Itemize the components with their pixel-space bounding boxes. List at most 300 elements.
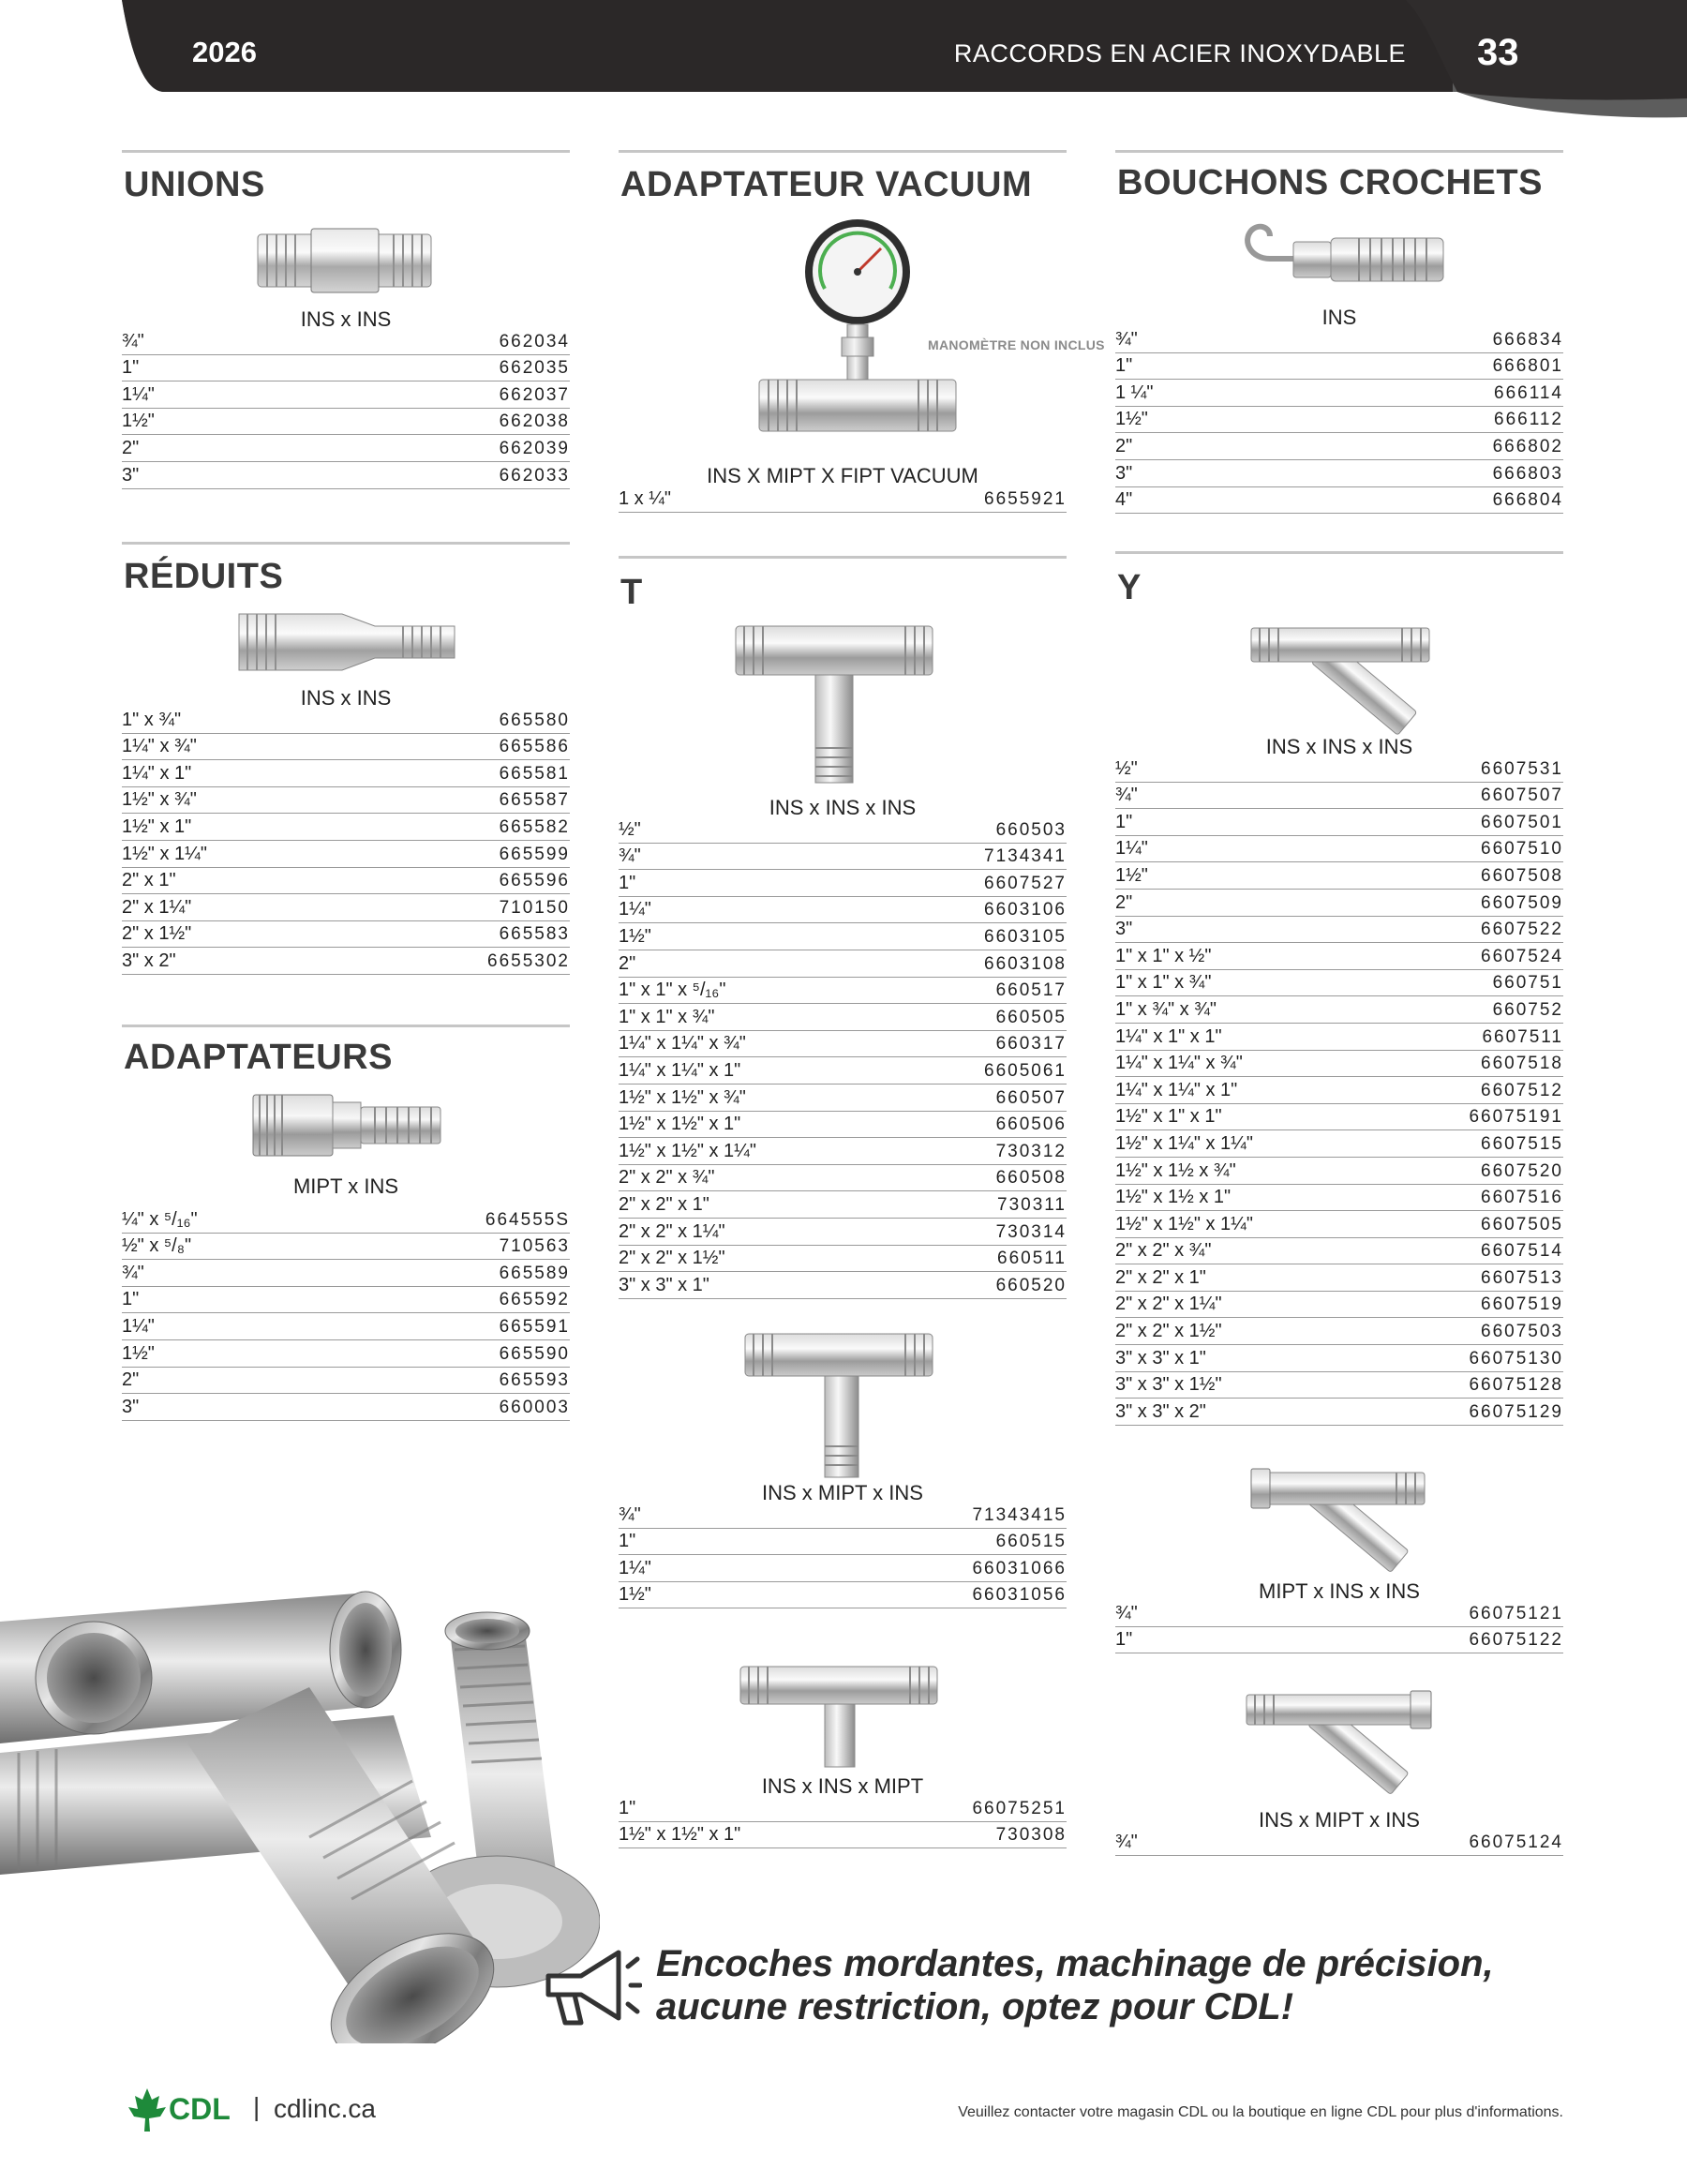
code-cell: 6607513	[1481, 1267, 1563, 1288]
table-row	[122, 355, 570, 382]
table-row	[619, 1138, 1067, 1165]
size-cell: 1"	[619, 1531, 636, 1552]
tee-ins-mipt-fitting-image	[736, 1662, 942, 1770]
table-row	[122, 1368, 570, 1395]
size-cell: ¾"	[122, 330, 144, 352]
table-row	[1115, 353, 1563, 381]
unions-title: UNIONS	[124, 165, 265, 204]
t-title: T	[620, 573, 643, 612]
code-cell: 6607514	[1481, 1241, 1563, 1262]
size-cell: 1½" x 1½" x ¾"	[619, 1086, 746, 1108]
table-row	[619, 978, 1067, 1005]
size-cell: ¾"	[1115, 785, 1138, 806]
code-cell: 6607505	[1481, 1214, 1563, 1234]
code-cell: 662035	[499, 358, 570, 379]
table-row	[1115, 1211, 1563, 1238]
code-cell: 710150	[499, 897, 570, 918]
code-cell: 6655921	[984, 488, 1067, 509]
table-row	[1115, 1130, 1563, 1158]
size-cell: 1¼"	[122, 383, 155, 405]
size-cell: 2"	[1115, 435, 1133, 456]
code-cell: 660511	[997, 1249, 1067, 1269]
size-cell: 1"	[1115, 355, 1133, 377]
size-cell: 3"	[122, 1396, 140, 1417]
reduits-title: RÉDUITS	[124, 557, 284, 596]
table-row	[1115, 943, 1563, 970]
table-row	[619, 923, 1067, 950]
size-cell: 1" x ¾"	[122, 709, 182, 730]
table-row	[619, 1272, 1067, 1299]
code-cell: 665592	[499, 1290, 570, 1310]
size-cell: 2"	[122, 1369, 140, 1391]
code-cell: 6603106	[984, 900, 1067, 920]
table-row	[1115, 407, 1563, 434]
code-cell: 666803	[1492, 463, 1563, 484]
code-cell: 6607512	[1481, 1080, 1563, 1100]
table-row	[1115, 1238, 1563, 1265]
table-row	[619, 844, 1067, 871]
size-cell: ¾"	[122, 1262, 144, 1283]
size-cell: 1¼" x 1¼" x ¾"	[619, 1033, 746, 1055]
code-cell: 666802	[1492, 436, 1563, 456]
union-fitting-image	[253, 216, 440, 300]
reducer-fitting-image	[234, 609, 459, 675]
code-cell: 662034	[499, 331, 570, 352]
size-cell: 1" x ¾" x ¾"	[1115, 998, 1217, 1020]
table-row	[122, 841, 570, 868]
code-cell: 660517	[995, 980, 1067, 1001]
size-cell: 1½"	[122, 411, 155, 432]
code-cell: 66031056	[972, 1585, 1067, 1606]
table-row	[619, 1219, 1067, 1246]
promo-text	[656, 1942, 1494, 2028]
size-cell: ¾"	[1115, 1602, 1138, 1623]
code-cell: 6603108	[984, 953, 1067, 974]
t-table-2	[619, 1502, 1067, 1608]
code-cell: 666112	[1494, 410, 1563, 430]
vacuum-caption: INS X MIPT X FIPT VACUUM	[707, 464, 978, 487]
table-row	[122, 734, 570, 761]
table-row	[619, 1502, 1067, 1529]
catalog-year: 2026	[192, 36, 257, 68]
y-caption-1: INS x INS x INS	[1265, 735, 1413, 758]
table-row	[122, 707, 570, 734]
table-row	[122, 814, 570, 841]
size-cell: 1½" x 1½" x 1¼"	[1115, 1213, 1253, 1234]
wye-ins-mipt-fitting-image	[1242, 1687, 1439, 1804]
code-cell: 66075122	[1469, 1630, 1563, 1651]
crochets-table	[1115, 326, 1563, 514]
size-cell: 1½" x 1" x 1"	[1115, 1106, 1222, 1128]
size-cell: ¾"	[619, 1503, 641, 1525]
size-cell: 2" x 2" x 1½"	[1115, 1321, 1222, 1342]
y-table-1	[1115, 755, 1563, 1426]
size-cell: 3" x 3" x 1"	[619, 1274, 709, 1295]
y-caption-2: MIPT x INS x INS	[1259, 1579, 1420, 1603]
table-row	[1115, 1264, 1563, 1292]
size-cell: ½" x ⁵/₈"	[122, 1235, 192, 1257]
table-row	[122, 435, 570, 462]
table-row	[1115, 1077, 1563, 1104]
code-cell: 665582	[499, 816, 570, 837]
table-row	[619, 950, 1067, 978]
size-cell: 1"	[122, 1289, 140, 1310]
reduits-table	[122, 707, 570, 975]
size-cell: 2" x 2" x 1"	[1115, 1266, 1206, 1288]
table-row	[619, 870, 1067, 897]
code-cell: 665593	[499, 1370, 570, 1391]
t-table-1	[619, 816, 1067, 1299]
y-caption-3: INS x MIPT x INS	[1259, 1808, 1420, 1832]
code-cell: 6607531	[1481, 758, 1563, 779]
code-cell: 6607508	[1481, 865, 1563, 886]
size-cell: 3" x 3" x 1½"	[1115, 1374, 1222, 1396]
table-row	[1115, 1024, 1563, 1051]
size-cell: 1" x 1" x ¾"	[619, 1006, 715, 1027]
table-row	[1115, 1399, 1563, 1426]
table-row	[122, 1313, 570, 1340]
code-cell: 6655302	[487, 950, 570, 971]
table-row	[1115, 433, 1563, 460]
code-cell: 664555S	[485, 1209, 570, 1230]
code-cell: 710563	[499, 1236, 570, 1257]
code-cell: 662037	[499, 384, 570, 405]
hook-plug-image	[1232, 214, 1448, 298]
footer-contact-note: Veuillez contacter votre magasin CDL ou la boutique en ligne CDL pour plus d'informations.	[958, 2104, 1563, 2120]
code-cell: 666804	[1492, 490, 1563, 511]
table-row	[619, 486, 1067, 513]
size-cell: 1½" x 1½" x 1"	[619, 1114, 741, 1135]
size-cell: ¾"	[619, 845, 641, 867]
tee-mipt-fitting-image	[740, 1329, 937, 1479]
wye-fitting-image	[1247, 619, 1434, 740]
table-row	[619, 1112, 1067, 1139]
table-row	[122, 894, 570, 921]
code-cell: 6607518	[1481, 1054, 1563, 1074]
table-row	[1115, 970, 1563, 997]
size-cell: 1 x ¼"	[619, 487, 672, 509]
code-cell: 665586	[499, 737, 570, 757]
size-cell: 1" x 1" x ½"	[1115, 945, 1212, 966]
table-row	[619, 1822, 1067, 1849]
pipes-photo	[0, 1556, 600, 2043]
size-cell: 3"	[1115, 919, 1133, 940]
adapter-fitting-image	[248, 1090, 445, 1160]
table-row	[122, 381, 570, 409]
size-cell: 1"	[619, 1797, 636, 1818]
section-rule	[619, 150, 1067, 153]
code-cell: 6607511	[1482, 1026, 1563, 1047]
size-cell: 4"	[1115, 489, 1133, 511]
code-cell: 6607524	[1481, 946, 1563, 966]
code-cell: 666801	[1492, 356, 1563, 377]
table-row	[619, 1085, 1067, 1112]
page-number: 33	[1477, 32, 1519, 73]
table-row	[1115, 836, 1563, 863]
size-cell: 1"	[619, 872, 636, 893]
table-row	[122, 1234, 570, 1261]
table-row	[619, 1191, 1067, 1219]
size-cell: 1"	[122, 357, 140, 379]
section-rule	[1115, 150, 1563, 153]
size-cell: 3"	[1115, 462, 1133, 484]
code-cell: 6607519	[1481, 1294, 1563, 1315]
table-row	[1115, 783, 1563, 810]
section-rule	[122, 1025, 570, 1027]
table-row	[1115, 1627, 1563, 1654]
size-cell: 1½" x 1½" x 1¼"	[619, 1140, 756, 1161]
t-table-3	[619, 1795, 1067, 1848]
adaptateurs-caption: MIPT x INS	[292, 1174, 399, 1198]
megaphone-icon	[530, 1938, 642, 2032]
t-caption-3: INS x INS x MIPT	[761, 1774, 924, 1798]
table-row	[122, 1287, 570, 1314]
size-cell: 1¼" x 1"	[122, 762, 192, 784]
code-cell: 665589	[499, 1263, 570, 1283]
code-cell: 660506	[995, 1114, 1067, 1135]
code-cell: 660317	[995, 1034, 1067, 1055]
vacuum-adapter-image	[750, 216, 965, 450]
footer-separator: |	[253, 2092, 261, 2121]
size-cell: 1½" x 1½ x ¾"	[1115, 1159, 1236, 1181]
y-table-3	[1115, 1829, 1563, 1856]
size-cell: ¼" x ⁵/₁₆"	[122, 1208, 198, 1230]
table-row	[1115, 1104, 1563, 1131]
table-row	[1115, 1292, 1563, 1319]
table-row	[1115, 890, 1563, 917]
table-row	[122, 409, 570, 436]
code-cell: 666834	[1492, 329, 1563, 350]
size-cell: 1½" x 1¼" x 1¼"	[1115, 1132, 1253, 1154]
wye-mipt-fitting-image	[1247, 1465, 1434, 1582]
table-row	[1115, 1600, 1563, 1627]
table-row	[619, 1555, 1067, 1582]
table-row	[122, 1340, 570, 1368]
size-cell: 2"	[1115, 891, 1133, 913]
y-table-2	[1115, 1600, 1563, 1653]
table-row	[1115, 1829, 1563, 1856]
code-cell: 6607515	[1481, 1133, 1563, 1154]
code-cell: 660752	[1492, 999, 1563, 1020]
size-cell: 1½" x 1½" x 1"	[619, 1824, 741, 1846]
code-cell: 6607510	[1481, 839, 1563, 860]
vacuum-title: ADAPTATEUR VACUUM	[620, 165, 1033, 204]
code-cell: 730314	[995, 1221, 1067, 1242]
table-row	[122, 328, 570, 355]
table-row	[1115, 755, 1563, 783]
table-row	[122, 462, 570, 489]
table-row	[1115, 1372, 1563, 1399]
size-cell: 1½" x 1½ x 1"	[1115, 1187, 1232, 1208]
size-cell: 1¼" x 1" x 1"	[1115, 1025, 1222, 1047]
table-row	[619, 1165, 1067, 1192]
code-cell: 660003	[499, 1397, 570, 1417]
code-cell: 660751	[1492, 973, 1563, 994]
promo-line-2: aucune restriction, optez pour CDL!	[656, 1986, 1294, 2027]
table-row	[619, 1004, 1067, 1031]
size-cell: 2" x 1"	[122, 870, 176, 891]
table-row	[1115, 380, 1563, 407]
code-cell: 6607507	[1481, 785, 1563, 806]
code-cell: 66075124	[1469, 1832, 1563, 1852]
code-cell: 660507	[995, 1087, 1067, 1108]
size-cell: 1 ¼"	[1115, 381, 1154, 403]
size-cell: 1¼"	[122, 1315, 155, 1337]
table-row	[619, 1031, 1067, 1058]
table-row	[1115, 1158, 1563, 1185]
table-row	[1115, 809, 1563, 836]
size-cell: 1½"	[1115, 409, 1148, 430]
unions-caption: INS x INS	[300, 307, 392, 331]
tee-fitting-image	[731, 621, 937, 785]
code-cell: 662038	[499, 411, 570, 432]
promo-line-1: Encoches mordantes, machinage de précision,	[656, 1943, 1494, 1984]
size-cell: 2" x 2" x 1"	[619, 1193, 709, 1215]
code-cell: 6607509	[1481, 892, 1563, 913]
code-cell: 665596	[499, 871, 570, 891]
size-cell: ½"	[1115, 757, 1138, 779]
size-cell: 3"	[122, 464, 140, 486]
size-cell: 3" x 3" x 1"	[1115, 1347, 1206, 1369]
code-cell: 66031066	[972, 1558, 1067, 1578]
code-cell: 71343415	[972, 1504, 1067, 1525]
size-cell: 2" x 2" x 1½"	[619, 1248, 725, 1269]
code-cell: 6607516	[1481, 1188, 1563, 1208]
code-cell: 66075129	[1469, 1401, 1563, 1422]
size-cell: 1½"	[619, 925, 651, 947]
size-cell: 1¼" x 1¼" x 1"	[619, 1059, 741, 1081]
crochets-title: BOUCHONS CROCHETS	[1117, 163, 1543, 202]
size-cell: 1½"	[122, 1342, 155, 1364]
code-cell: 730308	[995, 1825, 1067, 1846]
adaptateurs-table	[122, 1206, 570, 1421]
code-cell: 66075121	[1469, 1603, 1563, 1623]
table-row	[1115, 1318, 1563, 1345]
size-cell: 1½"	[619, 1584, 651, 1606]
code-cell: 6607522	[1481, 920, 1563, 940]
size-cell: 1½" x ¾"	[122, 789, 197, 811]
section-rule	[1115, 551, 1563, 554]
code-cell: 665591	[499, 1316, 570, 1337]
table-row	[1115, 487, 1563, 515]
size-cell: 1¼"	[619, 1557, 651, 1578]
code-cell: 66075128	[1469, 1375, 1563, 1396]
code-cell: 6607520	[1481, 1160, 1563, 1181]
table-row	[619, 1057, 1067, 1085]
section-title: RACCORDS EN ACIER INOXYDABLE	[953, 39, 1406, 67]
table-row	[1115, 326, 1563, 353]
code-cell: 660508	[995, 1168, 1067, 1189]
page-header	[0, 0, 1687, 94]
table-row	[122, 868, 570, 895]
code-cell: 6607503	[1481, 1322, 1563, 1342]
code-cell: 662033	[499, 465, 570, 486]
code-cell: 660505	[995, 1007, 1067, 1027]
footer-website-link[interactable]: cdlinc.ca	[274, 2094, 376, 2123]
t-caption-1: INS x INS x INS	[769, 796, 917, 819]
code-cell: 6605061	[984, 1060, 1067, 1081]
size-cell: 1¼" x ¾"	[122, 736, 197, 757]
size-cell: 1"	[1115, 1629, 1133, 1651]
table-row	[619, 1582, 1067, 1609]
size-cell: 1¼"	[1115, 838, 1148, 860]
code-cell: 6607501	[1481, 812, 1563, 832]
code-cell: 666114	[1494, 382, 1563, 403]
vacuum-table	[619, 486, 1067, 513]
size-cell: 2" x 2" x ¾"	[1115, 1240, 1212, 1262]
code-cell: 730311	[997, 1194, 1067, 1215]
code-cell: 730312	[995, 1141, 1067, 1161]
table-row	[122, 948, 570, 975]
code-cell: 665587	[499, 790, 570, 811]
code-cell: 7134341	[984, 846, 1067, 867]
code-cell: 66075191	[1469, 1107, 1563, 1128]
size-cell: 1" x 1" x ¾"	[1115, 972, 1212, 994]
table-row	[122, 1394, 570, 1421]
table-row	[619, 816, 1067, 844]
unions-table	[122, 328, 570, 489]
table-row	[1115, 996, 1563, 1024]
size-cell: 2" x 2" x 1¼"	[1115, 1294, 1222, 1315]
code-cell: 665590	[499, 1343, 570, 1364]
code-cell: 6607527	[984, 873, 1067, 893]
code-cell: 665599	[499, 844, 570, 864]
table-row	[619, 1246, 1067, 1273]
table-row	[619, 897, 1067, 924]
size-cell: 2"	[122, 437, 140, 458]
code-cell: 665580	[499, 710, 570, 730]
size-cell: 2" x 1½"	[122, 923, 192, 945]
size-cell: 2"	[619, 952, 636, 974]
size-cell: 3" x 3" x 2"	[1115, 1400, 1206, 1422]
table-row	[1115, 460, 1563, 487]
footer-brand: CDL	[169, 2092, 231, 2126]
y-title: Y	[1117, 568, 1142, 607]
table-row	[122, 1260, 570, 1287]
code-cell: 660520	[995, 1275, 1067, 1295]
section-rule	[619, 556, 1067, 559]
size-cell: 2" x 1¼"	[122, 896, 192, 918]
code-cell: 665581	[499, 763, 570, 784]
size-cell: 2" x 2" x ¾"	[619, 1167, 715, 1189]
table-row	[1115, 1185, 1563, 1212]
size-cell: 1½"	[1115, 864, 1148, 886]
t-caption-2: INS x MIPT x INS	[762, 1481, 923, 1504]
code-cell: 662039	[499, 438, 570, 458]
size-cell: 2" x 2" x 1¼"	[619, 1220, 725, 1242]
size-cell: 1¼" x 1¼" x 1"	[1115, 1079, 1238, 1100]
reduits-caption: INS x INS	[300, 686, 392, 710]
code-cell: 66075130	[1469, 1348, 1563, 1369]
size-cell: 1½" x 1¼"	[122, 843, 207, 864]
adaptateurs-title: ADAPTATEURS	[124, 1038, 393, 1077]
size-cell: 1¼"	[619, 899, 651, 920]
size-cell: 1" x 1" x ⁵/₁₆"	[619, 980, 726, 1001]
gauge-not-included-note: MANOMÈTRE NON INCLUS	[928, 337, 1105, 352]
table-row	[619, 1529, 1067, 1556]
size-cell: 1"	[1115, 811, 1133, 832]
table-row	[1115, 917, 1563, 944]
size-cell: 1¼" x 1¼" x ¾"	[1115, 1053, 1243, 1074]
code-cell: 665583	[499, 924, 570, 945]
table-row	[122, 921, 570, 949]
size-cell: 3" x 2"	[122, 950, 176, 971]
table-row	[1115, 862, 1563, 890]
code-cell: 660503	[995, 819, 1067, 840]
table-row	[1115, 1051, 1563, 1078]
code-cell: 66075251	[972, 1798, 1067, 1818]
table-row	[122, 787, 570, 815]
